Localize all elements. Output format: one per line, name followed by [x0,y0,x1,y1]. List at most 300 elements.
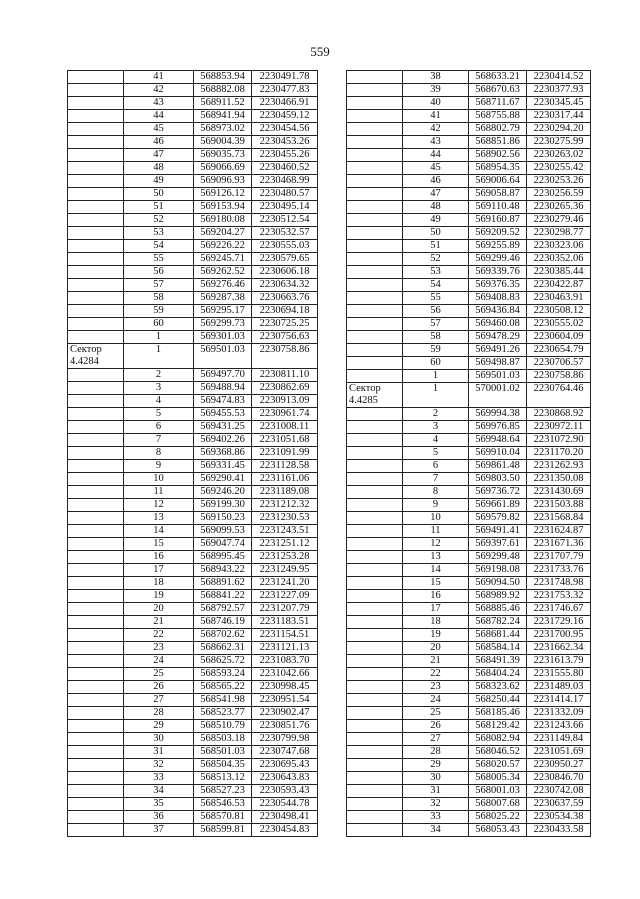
x-coordinate-cell: 570001.02 [469,383,527,408]
point-number-cell: 21 [403,655,469,668]
x-coordinate-cell: 569455.53 [194,408,252,421]
point-number-cell: 2 [124,369,194,382]
sector-cell [347,344,403,357]
x-coordinate-cell: 569287.38 [194,292,252,305]
point-number-cell: 51 [124,201,194,214]
table-row [347,564,591,577]
x-coordinate-cell: 568973.02 [194,123,252,136]
y-coordinate-cell: 2230455.26 [252,149,318,162]
y-coordinate-cell: 2231230.53 [252,512,318,525]
table-row [347,344,591,357]
point-number-cell: 12 [403,538,469,551]
table-row [347,473,591,486]
table-row [347,110,591,123]
x-coordinate-cell: 568129.42 [469,720,527,733]
y-coordinate-cell: 2231489.03 [527,681,591,694]
point-number-cell: 35 [124,798,194,811]
x-coordinate-cell: 568633.21 [469,71,527,84]
table-row [347,551,591,564]
x-coordinate-cell: 568025.22 [469,811,527,824]
point-number-cell: 55 [403,292,469,305]
table-row [347,175,591,188]
sector-cell [68,162,124,175]
point-number-cell: 4 [124,395,194,408]
y-coordinate-cell: 2230508.12 [527,305,591,318]
x-coordinate-cell: 569736.72 [469,486,527,499]
table-row [347,383,591,408]
table-row [347,240,591,253]
sector-cell [68,525,124,538]
x-coordinate-cell: 568250.44 [469,694,527,707]
sector-cell [347,421,403,434]
x-coordinate-cell: 569245.71 [194,253,252,266]
table-row [347,720,591,733]
sector-cell [68,590,124,603]
sector-cell [68,824,124,837]
y-coordinate-cell: 2230637.59 [527,798,591,811]
sector-cell [347,759,403,772]
table-row [347,434,591,447]
y-coordinate-cell: 2230298.77 [527,227,591,240]
x-coordinate-cell: 569497.70 [194,369,252,382]
x-coordinate-cell: 569368.86 [194,447,252,460]
point-number-cell: 3 [124,382,194,395]
point-number-cell: 46 [403,175,469,188]
point-number-cell: 33 [124,772,194,785]
sector-cell [68,707,124,720]
sector-label: Сектор [70,344,102,355]
point-number-cell: 59 [403,344,469,357]
y-coordinate-cell: 2230579.65 [252,253,318,266]
sector-cell [68,253,124,266]
point-number-cell: 33 [403,811,469,824]
sector-cell [347,357,403,370]
table-row [68,668,318,681]
sector-cell [68,655,124,668]
point-number-cell: 8 [124,447,194,460]
x-coordinate-cell: 569262.52 [194,266,252,279]
sector-cell [347,486,403,499]
point-number-cell: 52 [403,253,469,266]
sector-cell [68,214,124,227]
y-coordinate-cell: 2230253.26 [527,175,591,188]
sector-cell [68,71,124,84]
x-coordinate-cell: 569246.20 [194,486,252,499]
sector-cell [68,279,124,292]
x-coordinate-cell: 569491.41 [469,525,527,538]
table-row [347,707,591,720]
x-coordinate-cell: 569276.46 [194,279,252,292]
table-row [347,227,591,240]
table-row [68,214,318,227]
sector-cell [347,538,403,551]
point-number-cell: 42 [403,123,469,136]
table-row [347,681,591,694]
page-number: 559 [310,44,330,59]
table-row [347,668,591,681]
y-coordinate-cell: 2231241.20 [252,577,318,590]
table-row [347,512,591,525]
point-number-cell: 32 [124,759,194,772]
sector-cell [347,525,403,538]
y-coordinate-cell: 2231262.93 [527,460,591,473]
table-row [68,655,318,668]
x-coordinate-cell: 569976.85 [469,421,527,434]
x-coordinate-cell: 569198.08 [469,564,527,577]
y-coordinate-cell: 2231332.09 [527,707,591,720]
y-coordinate-cell: 2230255.42 [527,162,591,175]
x-coordinate-cell: 569126.12 [194,188,252,201]
x-coordinate-cell: 569501.03 [194,344,252,369]
y-coordinate-cell: 2231253.28 [252,551,318,564]
x-coordinate-cell: 569431.25 [194,421,252,434]
table-row [347,421,591,434]
x-coordinate-cell: 568782.24 [469,616,527,629]
sector-cell [347,318,403,331]
y-coordinate-cell: 2230422.87 [527,279,591,292]
y-coordinate-cell: 2231243.51 [252,525,318,538]
x-coordinate-cell: 569110.48 [469,201,527,214]
y-coordinate-cell: 2231183.51 [252,616,318,629]
x-coordinate-cell: 569006.64 [469,175,527,188]
sector-cell [347,785,403,798]
y-coordinate-cell: 2230634.32 [252,279,318,292]
x-coordinate-cell: 568510.79 [194,720,252,733]
sector-cell [347,97,403,110]
table-row [347,357,591,370]
x-coordinate-cell: 569096.93 [194,175,252,188]
sector-cell [68,785,124,798]
sector-cell [68,798,124,811]
point-number-cell: 56 [403,305,469,318]
point-number-cell: 56 [124,266,194,279]
x-coordinate-cell: 568746.19 [194,616,252,629]
sector-cell [347,149,403,162]
y-coordinate-cell: 2230725.25 [252,318,318,331]
y-coordinate-cell: 2230950.27 [527,759,591,772]
y-coordinate-cell: 2231251.12 [252,538,318,551]
sector-cell [68,136,124,149]
y-coordinate-cell: 2231568.84 [527,512,591,525]
x-coordinate-cell: 568995.45 [194,551,252,564]
sector-cell [347,460,403,473]
table-row [68,175,318,188]
x-coordinate-cell: 569290.41 [194,473,252,486]
table-row [347,201,591,214]
table-row [68,253,318,266]
point-number-cell: 49 [403,214,469,227]
point-number-cell: 27 [403,733,469,746]
y-coordinate-cell: 2231613.79 [527,655,591,668]
point-number-cell: 7 [403,473,469,486]
table-row [68,331,318,344]
y-coordinate-cell: 2230459.12 [252,110,318,123]
sector-cell [347,266,403,279]
table-row [347,642,591,655]
sector-cell [347,84,403,97]
y-coordinate-cell: 2230468.99 [252,175,318,188]
table-row [68,369,318,382]
x-coordinate-cell: 569035.73 [194,149,252,162]
y-coordinate-cell: 2230961.74 [252,408,318,421]
point-number-cell: 17 [124,564,194,577]
y-coordinate-cell: 2230972.11 [527,421,591,434]
y-coordinate-cell: 2230747.68 [252,746,318,759]
point-number-cell: 60 [124,318,194,331]
x-coordinate-cell: 568911.52 [194,97,252,110]
point-number-cell: 4 [403,434,469,447]
sector-cell [347,811,403,824]
table-row [347,318,591,331]
table-row [347,577,591,590]
point-number-cell: 1 [124,344,194,369]
sector-cell [68,473,124,486]
x-coordinate-cell: 568681.44 [469,629,527,642]
table-row [347,603,591,616]
y-coordinate-cell: 2231154.51 [252,629,318,642]
table-row [68,603,318,616]
x-coordinate-cell: 569478.29 [469,331,527,344]
x-coordinate-cell: 569498.87 [469,357,527,370]
y-coordinate-cell: 2230851.76 [252,720,318,733]
y-coordinate-cell: 2231414.17 [527,694,591,707]
point-number-cell: 18 [403,616,469,629]
table-row [347,798,591,811]
x-coordinate-cell: 568082.94 [469,733,527,746]
x-coordinate-cell: 569160.87 [469,214,527,227]
x-coordinate-cell: 569299.46 [469,253,527,266]
sector-cell [347,824,403,837]
table-row [68,305,318,318]
sector-cell [347,292,403,305]
table-row [347,253,591,266]
table-row [68,681,318,694]
point-number-cell: 1 [403,370,469,383]
table-row [68,746,318,759]
sector-cell [347,655,403,668]
point-number-cell: 10 [124,473,194,486]
sector-cell [68,486,124,499]
point-number-cell: 5 [403,447,469,460]
x-coordinate-cell: 569948.64 [469,434,527,447]
sector-cell [68,499,124,512]
y-coordinate-cell: 2231212.32 [252,499,318,512]
sector-cell [68,305,124,318]
point-number-cell: 14 [124,525,194,538]
table-row [347,266,591,279]
table-row [347,305,591,318]
point-number-cell: 51 [403,240,469,253]
x-coordinate-cell: 568504.35 [194,759,252,772]
point-number-cell: 59 [124,305,194,318]
point-number-cell: 6 [403,460,469,473]
table-row [68,292,318,305]
x-coordinate-cell: 569058.87 [469,188,527,201]
sector-cell [347,707,403,720]
sector-cell [68,616,124,629]
point-number-cell: 29 [403,759,469,772]
x-coordinate-cell: 569910.04 [469,447,527,460]
point-number-cell: 6 [124,421,194,434]
y-coordinate-cell: 2231170.20 [527,447,591,460]
point-number-cell: 47 [403,188,469,201]
y-coordinate-cell: 2230466.91 [252,97,318,110]
point-number-cell: 25 [403,707,469,720]
point-number-cell: 53 [403,266,469,279]
x-coordinate-cell: 569066.69 [194,162,252,175]
sector-cell [347,110,403,123]
sector-cell [68,382,124,395]
point-number-cell: 34 [124,785,194,798]
coordinate-table-left [67,70,318,837]
table-row [68,421,318,434]
y-coordinate-cell: 2230265.36 [527,201,591,214]
table-row [347,655,591,668]
point-number-cell: 23 [124,642,194,655]
table-row [68,162,318,175]
x-coordinate-cell: 569474.83 [194,395,252,408]
table-row [68,707,318,720]
table-row [68,318,318,331]
y-coordinate-cell: 2231042.66 [252,668,318,681]
x-coordinate-cell: 568593.24 [194,668,252,681]
table-row [347,188,591,201]
table-row [68,110,318,123]
point-number-cell: 50 [124,188,194,201]
table-row [68,382,318,395]
table-row [347,733,591,746]
sector-cell [68,227,124,240]
y-coordinate-cell: 2231733.76 [527,564,591,577]
table-row [68,785,318,798]
table-row [347,279,591,292]
x-coordinate-cell: 568546.53 [194,798,252,811]
x-coordinate-cell: 568020.57 [469,759,527,772]
table-row [68,590,318,603]
point-number-cell: 21 [124,616,194,629]
sector-cell [347,123,403,136]
y-coordinate-cell: 2230606.18 [252,266,318,279]
point-number-cell: 5 [124,408,194,421]
y-coordinate-cell: 2230951.54 [252,694,318,707]
y-coordinate-cell: 2230460.52 [252,162,318,175]
point-number-cell: 44 [124,110,194,123]
sector-cell [68,344,124,369]
x-coordinate-cell: 569150.23 [194,512,252,525]
x-coordinate-cell: 568853.94 [194,71,252,84]
sector-cell [347,642,403,655]
x-coordinate-cell: 569204.27 [194,227,252,240]
sector-cell [68,811,124,824]
table-row [68,538,318,551]
y-coordinate-cell: 2231008.11 [252,421,318,434]
sector-cell [68,564,124,577]
y-coordinate-cell: 2231083.70 [252,655,318,668]
y-coordinate-cell: 2230495.14 [252,201,318,214]
point-number-cell: 17 [403,603,469,616]
table-row [68,642,318,655]
sector-cell [347,240,403,253]
x-coordinate-cell: 568541.98 [194,694,252,707]
point-number-cell: 23 [403,681,469,694]
y-coordinate-cell: 2231753.32 [527,590,591,603]
x-coordinate-cell: 568989.92 [469,590,527,603]
point-number-cell: 8 [403,486,469,499]
sector-cell [68,733,124,746]
x-coordinate-cell: 568185.46 [469,707,527,720]
sector-cell [68,369,124,382]
x-coordinate-cell: 568841.22 [194,590,252,603]
table-row [347,694,591,707]
x-coordinate-cell: 568891.62 [194,577,252,590]
point-number-cell: 13 [403,551,469,564]
y-coordinate-cell: 2230846.70 [527,772,591,785]
y-coordinate-cell: 2230317.44 [527,110,591,123]
y-coordinate-cell: 2231700.95 [527,629,591,642]
x-coordinate-cell: 568503.18 [194,733,252,746]
y-coordinate-cell: 2231072.90 [527,434,591,447]
y-coordinate-cell: 2231662.34 [527,642,591,655]
x-coordinate-cell: 568513.12 [194,772,252,785]
point-number-cell: 34 [403,824,469,837]
table-row [347,370,591,383]
y-coordinate-cell: 2230555.02 [527,318,591,331]
point-number-cell: 43 [403,136,469,149]
x-coordinate-cell: 569339.76 [469,266,527,279]
table-row [347,590,591,603]
point-number-cell: 41 [124,71,194,84]
table-row [68,616,318,629]
table-row [347,811,591,824]
sector-cell [68,759,124,772]
point-number-cell: 26 [403,720,469,733]
point-number-cell: 19 [403,629,469,642]
y-coordinate-cell: 2230491.78 [252,71,318,84]
y-coordinate-cell: 2230454.83 [252,824,318,837]
point-number-cell: 28 [403,746,469,759]
y-coordinate-cell: 2230695.43 [252,759,318,772]
table-row [347,71,591,84]
y-coordinate-cell: 2230385.44 [527,266,591,279]
sector-cell [347,681,403,694]
point-number-cell: 26 [124,681,194,694]
sector-cell [68,460,124,473]
sector-cell [347,408,403,421]
sector-cell [347,175,403,188]
sector-cell [68,421,124,434]
x-coordinate-cell: 569488.94 [194,382,252,395]
y-coordinate-cell: 2231161.06 [252,473,318,486]
table-row [68,473,318,486]
table-row [347,616,591,629]
point-number-cell: 49 [124,175,194,188]
y-coordinate-cell: 2231729.16 [527,616,591,629]
x-coordinate-cell: 569436.84 [469,305,527,318]
table-row [347,538,591,551]
x-coordinate-cell: 568885.46 [469,603,527,616]
table-row [347,136,591,149]
table-row [347,331,591,344]
y-coordinate-cell: 2231555.80 [527,668,591,681]
table-row [68,97,318,110]
x-coordinate-cell: 568802.79 [469,123,527,136]
sector-cell [68,551,124,564]
point-number-cell: 9 [124,460,194,473]
y-coordinate-cell: 2231430.69 [527,486,591,499]
y-coordinate-cell: 2230263.02 [527,149,591,162]
table-row [68,551,318,564]
y-coordinate-cell: 2230275.99 [527,136,591,149]
